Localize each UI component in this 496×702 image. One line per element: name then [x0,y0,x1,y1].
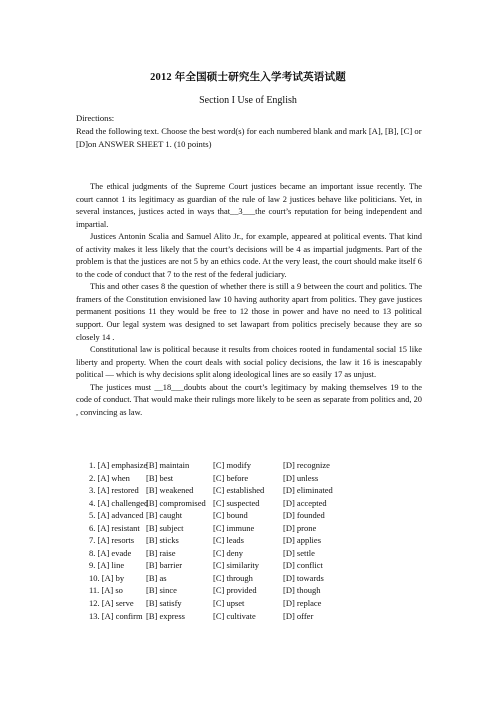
option-d: [D] conflict [283,560,323,571]
option-row [89,597,429,610]
option-a: 3. [A] restored [89,485,139,496]
option-a: 13. [A] confirm [89,610,143,621]
option-row [89,559,429,572]
option-a: 2. [A] when [89,472,130,483]
option-a: 1. [A] emphasize [89,460,148,470]
option-c: [C] bound [213,510,248,521]
option-row [89,572,429,585]
option-row [89,472,429,485]
option-c: [C] deny [213,547,243,558]
option-b: [B] sticks [146,535,179,546]
passage-paragraph: Constitutional law is political because it results from choices rooted in fundamental social 15 like liberty and property. When the court deals with social policy decisions, the law it 16 is inescapably political — which is why decisions split along ideological lines are so easily 17 as unjust. [76,345,422,380]
option-row [89,534,429,547]
page-title: 2012 年全国硕士研究生入学考试英语试题 [150,72,346,83]
option-b: [B] as [146,572,167,583]
option-c: [C] modify [213,460,252,470]
passage-paragraph: The justices must __18___doubts about the court’s legitimacy by making themselves 19 to the code of conduct. That would make their rulings more likely to be seen as separate from politics and, 20 , convincing as law. [76,382,422,417]
option-a: 10. [A] by [89,572,125,583]
option-a: 4. [A] challenged [89,497,149,508]
option-d: [D] though [283,585,321,596]
option-a: 12. [A] serve [89,598,134,609]
option-b: [B] weakened [146,485,194,496]
option-a: 8. [A] evade [89,547,132,558]
section-heading: Section I Use of English [199,95,297,106]
option-a: 6. [A] resistant [89,522,140,533]
option-b: [B] subject [146,522,184,533]
option-d: [D] applies [283,535,322,546]
option-row [89,484,429,497]
passage-paragraph: The ethical judgments of the Supreme Court justices became an important issue recently. The court cannot 1 its legitimacy as guardian of the rule of law 2 justices behave like politicians. Yet, in several instances, justices acted in ways that__3___the court’s reputation for being independent and impartial. [76,182,422,229]
directions-heading: Directions: [76,113,115,123]
option-b: [B] best [146,472,174,483]
option-d: [D] prone [283,522,317,533]
option-row [89,610,429,623]
option-row [89,547,429,560]
option-d: [D] eliminated [283,485,333,496]
option-row [89,497,429,510]
option-a: 5. [A] advanced [89,510,144,521]
option-row [89,522,429,535]
option-a: 11. [A] so [89,585,123,596]
option-c: [C] leads [213,535,244,546]
option-c: [C] similarity [213,560,260,571]
option-d: [D] towards [283,572,324,583]
option-b: [B] caught [146,510,183,521]
option-a: 7. [A] resorts [89,535,135,546]
option-c: [C] through [213,572,253,583]
option-row [89,459,429,472]
option-b: [B] maintain [146,460,190,470]
option-c: [C] suspected [213,497,260,508]
option-row [89,509,429,522]
option-b: [B] compromised [146,497,206,508]
directions-text: Read the following text. Choose the best word(s) for each numbered blank and mark [A], [B], [C] or [D]on ANSWER SHEET 1. (10 points) [76,126,422,149]
passage-paragraph: This and other cases 8 the question of whether there is still a 9 between the court and politics. The framers of the Constitution envisioned law 10 having authority apart from politics. They gave justices permanent positions 11 they would be free to 12 those in power and have no need to 13 political support. Our legal system was designed to set lawapart from politics precisely because they are so closely 14 . [76,282,422,342]
option-d: [D] unless [283,472,319,483]
option-b: [B] raise [146,547,176,558]
option-row [89,584,429,597]
passage-paragraph: Justices Antonin Scalia and Samuel Alito Jr., for example, appeared at political events. That kind of activity makes it less likely that the court’s decisions will be 4 as impartial judgments. Part of the problem is that the justices are not 5 by an ethics code. At the very least, the court should make itself 6 to the code of conduct that 7 to the rest of the federal judiciary. [76,232,422,279]
option-c: [C] immune [213,522,255,533]
option-b: [B] barrier [146,560,183,571]
passage [76,181,422,419]
option-d: [D] offer [283,610,314,621]
option-d: [D] recognize [283,460,330,470]
option-c: [C] established [213,485,265,496]
option-c: [C] upset [213,598,245,609]
option-c: [C] cultivate [213,610,256,621]
option-a: 9. [A] line [89,560,125,571]
option-d: [D] accepted [283,497,327,508]
option-b: [B] express [146,610,185,621]
option-c: [C] provided [213,585,257,596]
option-b: [B] since [146,585,177,596]
answer-options [89,459,429,622]
option-d: [D] settle [283,547,315,558]
option-c: [C] before [213,472,249,483]
option-b: [B] satisfy [146,598,182,609]
option-d: [D] founded [283,510,325,521]
option-d: [D] replace [283,598,322,609]
